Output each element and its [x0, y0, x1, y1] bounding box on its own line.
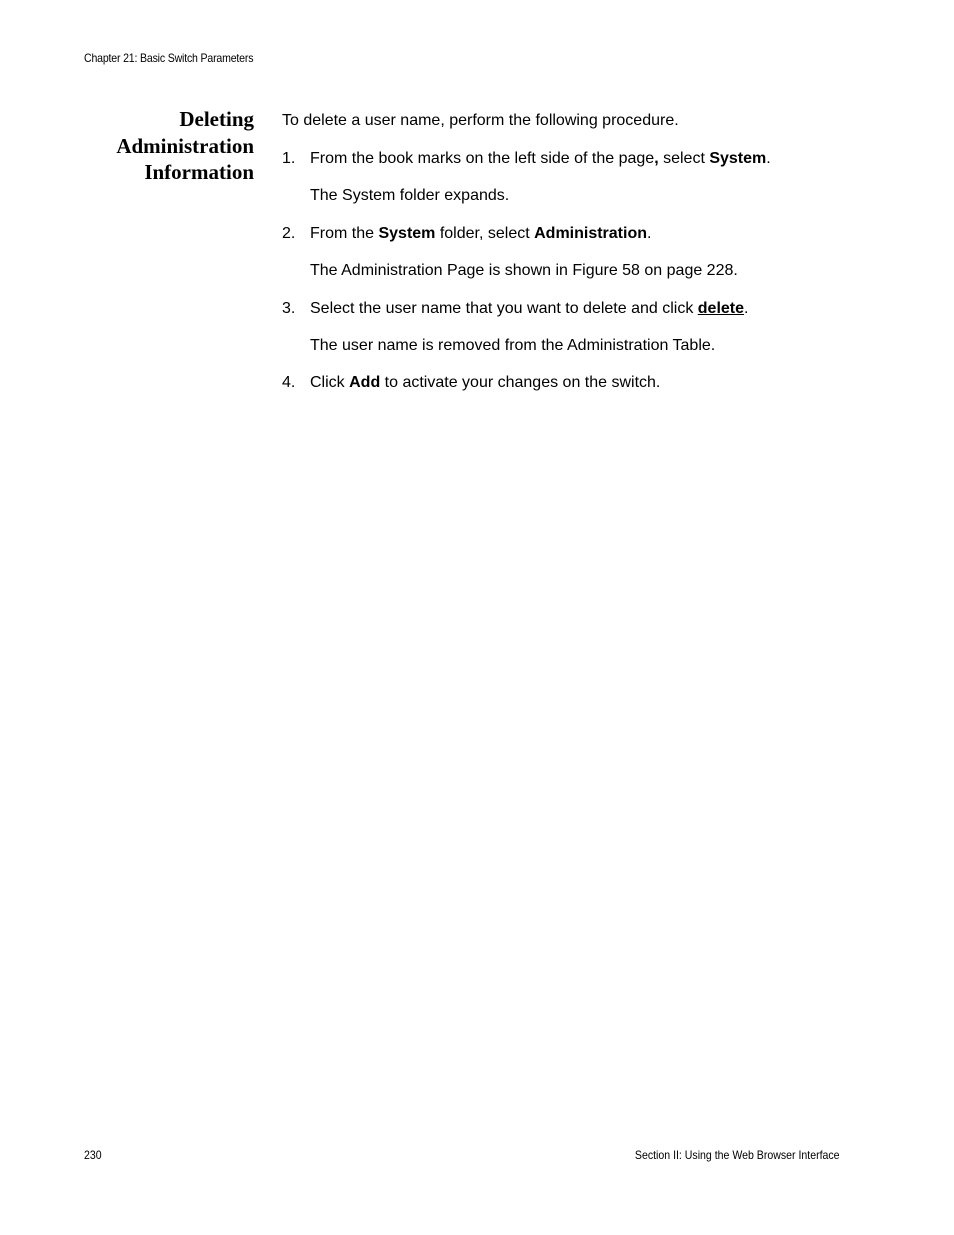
step-instruction: Click Add to activate your changes on the switch. [310, 374, 661, 391]
step-result: The Administration Page is shown in Figure 58 on page 228. [310, 262, 738, 279]
procedure-step-3 [282, 299, 902, 356]
step-instruction: From the book marks on the left side of the page, select System. [310, 150, 771, 167]
step-number: 2. [282, 225, 296, 242]
procedure-step-2 [282, 224, 902, 281]
running-header: Chapter 21: Basic Switch Parameters [84, 51, 254, 65]
system-term: System [378, 225, 436, 242]
add-term: Add [349, 374, 381, 391]
delete-link[interactable]: delete [697, 300, 745, 317]
system-term: System [709, 150, 767, 167]
page-number: 230 [84, 1148, 102, 1162]
step-result: The user name is removed from the Administration Table. [310, 337, 716, 354]
running-footer: Section II: Using the Web Browser Interface [635, 1148, 840, 1162]
section-heading-line-1: Deleting [179, 107, 254, 131]
step-instruction: From the System folder, select Administration. [310, 225, 652, 242]
step-result: The System folder expands. [310, 187, 510, 204]
step-number: 3. [282, 300, 296, 317]
procedure-step-4 [282, 373, 902, 393]
section-heading-line-3: Information [144, 160, 254, 184]
step-number: 1. [282, 150, 296, 167]
section-heading [60, 106, 254, 186]
procedure-body [282, 111, 902, 393]
section-heading-line-2: Administration [116, 133, 254, 158]
step-number: 4. [282, 374, 296, 391]
procedure-step-1 [282, 149, 902, 206]
administration-term: Administration [534, 225, 647, 242]
step-instruction: Select the user name that you want to delete and click delete. [310, 300, 749, 317]
procedure-intro: To delete a user name, perform the following procedure. [282, 112, 679, 129]
